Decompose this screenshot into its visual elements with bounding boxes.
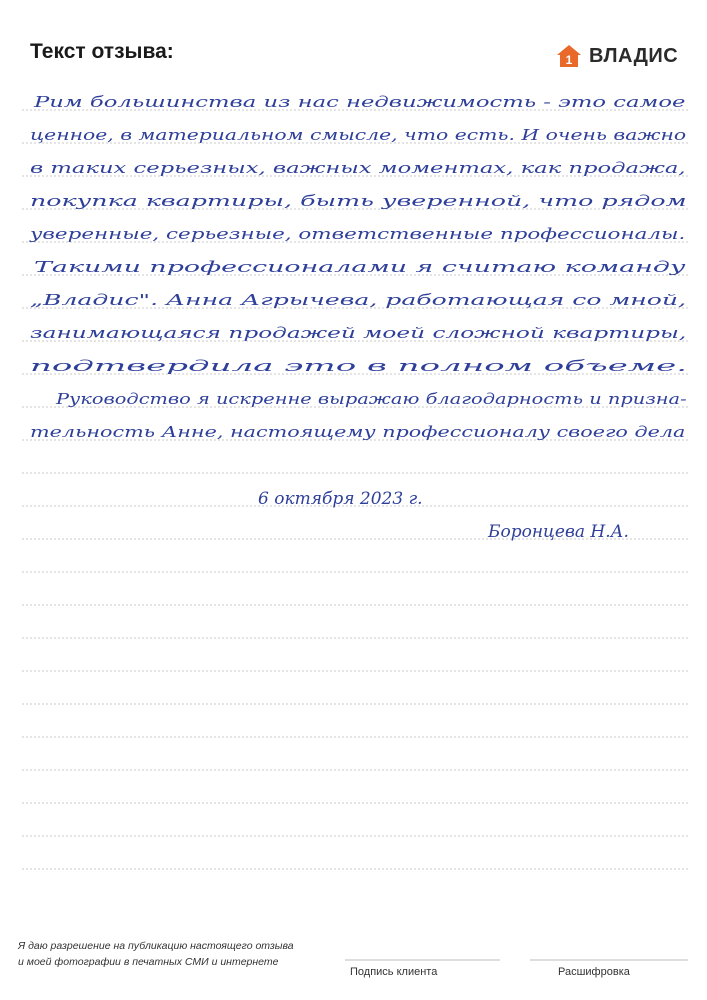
review-line-9: подтвердила это в полном объеме. — [30, 357, 688, 375]
decoding-label: Расшифровка — [558, 966, 630, 978]
consent-line-2: и моей фотографии в печатных СМИ и интернете — [18, 956, 279, 968]
page-title: Текст отзыва: — [30, 40, 174, 63]
handwritten-signature: Боронцева Н.А. — [488, 522, 629, 542]
review-line-1: Рим большинства из нас недвижимость - это самое — [34, 93, 686, 111]
consent-line-1: Я даю разрешение на публикацию настоящего отзыва — [18, 940, 294, 952]
review-line-6: Такими профессионалами я считаю команду — [34, 258, 686, 276]
review-date: 6 октября 2023 г. — [258, 489, 423, 509]
review-line-11: тельность Анне, настоящему профессионалу своего дела — [30, 423, 686, 441]
review-line-2: ценное, в материальном смысле, что есть. И очень важно — [30, 126, 687, 144]
review-line-5: уверенные, серьезные, ответственные профессионалы. — [30, 225, 686, 243]
logo-digit: 1 — [565, 53, 573, 67]
review-line-4: покупка квартиры, быть уверенной, что рядом — [30, 192, 687, 210]
review-line-8: занимающаяся продажей моей сложной квартиры, — [30, 324, 687, 342]
review-line-7: „Владис". Анна Агрычева, работающая со мной, — [30, 291, 687, 309]
review-line-10: Руководство я искренне выражаю благодарность и призна- — [56, 390, 687, 408]
review-line-3: в таких серьезных, важных моментах, как продажа, — [30, 159, 686, 177]
client-signature-label: Подпись клиента — [350, 966, 438, 978]
publication-consent — [18, 938, 294, 970]
brand-name: ВЛАДИС — [589, 44, 679, 67]
